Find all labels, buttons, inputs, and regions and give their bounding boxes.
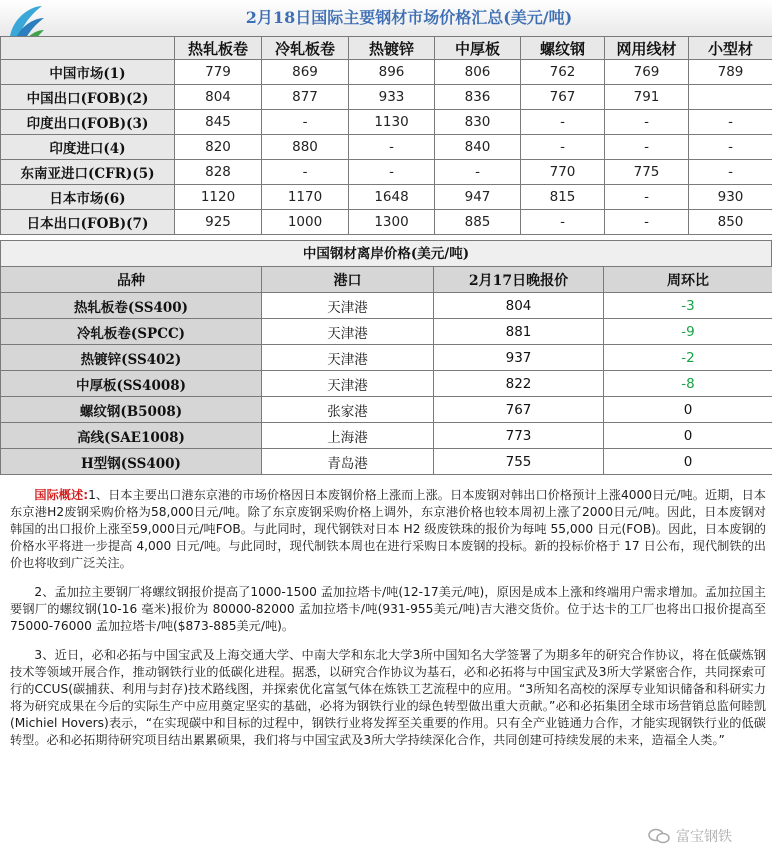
table-row bbox=[1, 135, 772, 160]
table-row bbox=[1, 449, 772, 475]
price-cell: 770 bbox=[521, 160, 605, 185]
table1-header-row bbox=[1, 37, 772, 60]
column-header: 2月17日晚报价 bbox=[434, 267, 604, 293]
product-cell: 冷轧板卷(SPCC) bbox=[1, 319, 262, 345]
price-cell: 850 bbox=[689, 210, 772, 235]
column-header: 冷轧板卷 bbox=[262, 37, 349, 60]
paragraph-text: 3、近日，必和必拓与中国宝武及上海交通大学、中南大学和东北大学3所中国知名大学签署了为期多年的研究合作协议，将在低碳炼钢技术等领域开展合作，推动钢铁行业的低碳化进程。据悉，以研究合作协议为基石，必和必拓将与中国宝武及3所大学紧密合作，共同探索可行的CCUS(碳捕获、利用与封存)技术路线图，并探索优化富氢气体在炼铁工艺流程中的应用。“3所知名高校的深厚专业知识储备和科研实力将为研究成果在今后的实际生产中应用奠定坚实的基础，必将为钢铁行业的绿色转型做出重大贡献。”必和必拓集团全球市场营销总监何睦凯(Michiel Hovers)表示，“在实现碳中和目标的过程中，钢铁行业将发挥至关重要的作用。只有全产业链通力合作，才能实现钢铁行业的低碳转型。必和必拓期待研究项目结出累累硕果，我们将与中国宝武及3所大学持续深化合作，共同创建可持续发展的未来，造福全人类。” bbox=[10, 648, 766, 747]
price-cell: 925 bbox=[175, 210, 262, 235]
price-cell: 773 bbox=[434, 423, 604, 449]
row-label: 印度进口(4) bbox=[1, 135, 175, 160]
price-cell: - bbox=[605, 210, 689, 235]
price-cell: 762 bbox=[521, 60, 605, 85]
price-cell: - bbox=[689, 110, 772, 135]
price-cell: 1120 bbox=[175, 185, 262, 210]
column-header: 品种 bbox=[1, 267, 262, 293]
price-cell: - bbox=[349, 160, 435, 185]
price-cell: 820 bbox=[175, 135, 262, 160]
paragraph-text: 1、日本主要出口港东京港的市场价格因日本废钢价格上涨而上涨。日本废钢对韩出口价格预计上涨4000日元/吨。近期，日本东京港H2废钢采购价格为58,000日元/吨。除了东京废钢采购价格上调外，东京港价格也较本周初上涨了2000日元/吨。因此，日本废钢对韩国的出口报价上涨至59,000日元/吨FOB。与此同时，现代钢铁对日本 H2 级废铁珠的报价为每吨 55,000 日元(FOB)。因此，日本废钢的价格水平将进一步提高 4,000 日元/吨。与此同时，现代制铁本周也在进行采购日本废钢的投标。新的投标价格于 17 日公布，现代制铁的出价也将收到广泛关注。 bbox=[10, 488, 766, 570]
price-cell: 840 bbox=[435, 135, 521, 160]
price-cell: 767 bbox=[434, 397, 604, 423]
price-cell: 775 bbox=[605, 160, 689, 185]
price-cell: 767 bbox=[521, 85, 605, 110]
product-cell: 中厚板(SS4008) bbox=[1, 371, 262, 397]
table1-corner-cell bbox=[1, 37, 175, 60]
table-row bbox=[1, 423, 772, 449]
port-cell: 天津港 bbox=[262, 293, 434, 319]
change-cell: 0 bbox=[604, 397, 772, 423]
port-cell: 张家港 bbox=[262, 397, 434, 423]
table-row bbox=[1, 60, 772, 85]
price-cell: 845 bbox=[175, 110, 262, 135]
price-cell: 881 bbox=[434, 319, 604, 345]
price-cell: 869 bbox=[262, 60, 349, 85]
price-cell: 1000 bbox=[262, 210, 349, 235]
product-cell: 高线(SAE1008) bbox=[1, 423, 262, 449]
price-cell: 815 bbox=[521, 185, 605, 210]
price-cell: - bbox=[605, 110, 689, 135]
price-cell: 933 bbox=[349, 85, 435, 110]
change-cell: -9 bbox=[604, 319, 772, 345]
column-header: 中厚板 bbox=[435, 37, 521, 60]
port-cell: 青岛港 bbox=[262, 449, 434, 475]
fob-section-title: 中国钢材离岸价格(美元/吨) bbox=[0, 240, 772, 266]
price-cell: - bbox=[521, 110, 605, 135]
price-cell: 822 bbox=[434, 371, 604, 397]
price-cell: 769 bbox=[605, 60, 689, 85]
column-header: 热镀锌 bbox=[349, 37, 435, 60]
price-cell: 804 bbox=[175, 85, 262, 110]
column-header: 周环比 bbox=[604, 267, 772, 293]
column-header: 热轧板卷 bbox=[175, 37, 262, 60]
table-row bbox=[1, 319, 772, 345]
port-cell: 天津港 bbox=[262, 319, 434, 345]
price-cell: 896 bbox=[349, 60, 435, 85]
price-cell: 779 bbox=[175, 60, 262, 85]
table-row bbox=[1, 293, 772, 319]
price-cell: 947 bbox=[435, 185, 521, 210]
table-row bbox=[1, 371, 772, 397]
product-cell: 热镀锌(SS402) bbox=[1, 345, 262, 371]
row-label: 印度出口(FOB)(3) bbox=[1, 110, 175, 135]
price-cell: 789 bbox=[689, 60, 772, 85]
price-cell: 804 bbox=[434, 293, 604, 319]
price-cell: 937 bbox=[434, 345, 604, 371]
wechat-icon bbox=[648, 828, 670, 844]
port-cell: 上海港 bbox=[262, 423, 434, 449]
overview-text bbox=[10, 487, 766, 761]
row-label: 东南亚进口(CFR)(5) bbox=[1, 160, 175, 185]
price-cell: - bbox=[689, 135, 772, 160]
table-row bbox=[1, 110, 772, 135]
price-cell: 836 bbox=[435, 85, 521, 110]
column-header: 螺纹钢 bbox=[521, 37, 605, 60]
product-cell: H型钢(SS400) bbox=[1, 449, 262, 475]
price-cell: - bbox=[689, 160, 772, 185]
watermark-text: 富宝钢铁 bbox=[676, 829, 732, 845]
price-cell: 880 bbox=[262, 135, 349, 160]
price-cell: 1130 bbox=[349, 110, 435, 135]
international-price-table bbox=[0, 36, 772, 235]
watermark bbox=[648, 826, 732, 846]
price-cell: 830 bbox=[435, 110, 521, 135]
change-cell: -2 bbox=[604, 345, 772, 371]
column-header: 网用线材 bbox=[605, 37, 689, 60]
overview-paragraph-2 bbox=[10, 584, 766, 635]
price-cell: 755 bbox=[434, 449, 604, 475]
price-cell: 791 bbox=[605, 85, 689, 110]
price-cell: 1170 bbox=[262, 185, 349, 210]
price-cell: 828 bbox=[175, 160, 262, 185]
header-bar bbox=[0, 0, 772, 37]
table-row bbox=[1, 160, 772, 185]
table-row bbox=[1, 185, 772, 210]
overview-label: 国际概述: bbox=[34, 488, 89, 502]
overview-paragraph-3 bbox=[10, 647, 766, 749]
column-header: 港口 bbox=[262, 267, 434, 293]
row-label: 日本出口(FOB)(7) bbox=[1, 210, 175, 235]
table-row bbox=[1, 345, 772, 371]
price-cell: 806 bbox=[435, 60, 521, 85]
row-label: 中国出口(FOB)(2) bbox=[1, 85, 175, 110]
product-cell: 螺纹钢(B5008) bbox=[1, 397, 262, 423]
price-cell: - bbox=[262, 110, 349, 135]
price-cell: - bbox=[435, 160, 521, 185]
row-label: 日本市场(6) bbox=[1, 185, 175, 210]
table-row bbox=[1, 397, 772, 423]
price-cell: 1300 bbox=[349, 210, 435, 235]
row-label: 中国市场(1) bbox=[1, 60, 175, 85]
price-cell: 930 bbox=[689, 185, 772, 210]
product-cell: 热轧板卷(SS400) bbox=[1, 293, 262, 319]
price-cell: - bbox=[521, 135, 605, 160]
price-cell: - bbox=[349, 135, 435, 160]
price-cell: - bbox=[521, 210, 605, 235]
price-cell: 1648 bbox=[349, 185, 435, 210]
paragraph-text: 2、孟加拉主要钢厂将螺纹钢报价提高了1000-1500 孟加拉塔卡/吨(12-17美元/吨)，原因是成本上涨和终端用户需求增加。孟加拉国主要钢厂的螺纹钢(10-16 毫米)报价为 80000-82000 孟加拉塔卡/吨(931-955美元/吨)吉大港交货价。位于达卡的工厂也将出口报价提高至 75000-76000 孟加拉塔卡/吨($873-885美元/吨)。 bbox=[10, 585, 766, 633]
column-header: 小型材 bbox=[689, 37, 772, 60]
change-cell: 0 bbox=[604, 449, 772, 475]
price-cell: 877 bbox=[262, 85, 349, 110]
port-cell: 天津港 bbox=[262, 371, 434, 397]
change-cell: -8 bbox=[604, 371, 772, 397]
price-cell: - bbox=[262, 160, 349, 185]
china-fob-price-table bbox=[0, 266, 772, 475]
price-cell: - bbox=[605, 185, 689, 210]
overview-paragraph-1 bbox=[10, 487, 766, 572]
table2-header-row bbox=[1, 267, 772, 293]
page-title: 2月18日国际主要钢材市场价格汇总(美元/吨) bbox=[245, 8, 573, 27]
price-cell: - bbox=[605, 135, 689, 160]
table-row bbox=[1, 210, 772, 235]
port-cell: 天津港 bbox=[262, 345, 434, 371]
table-row bbox=[1, 85, 772, 110]
change-cell: -3 bbox=[604, 293, 772, 319]
price-cell: 885 bbox=[435, 210, 521, 235]
price-cell bbox=[689, 85, 772, 110]
change-cell: 0 bbox=[604, 423, 772, 449]
